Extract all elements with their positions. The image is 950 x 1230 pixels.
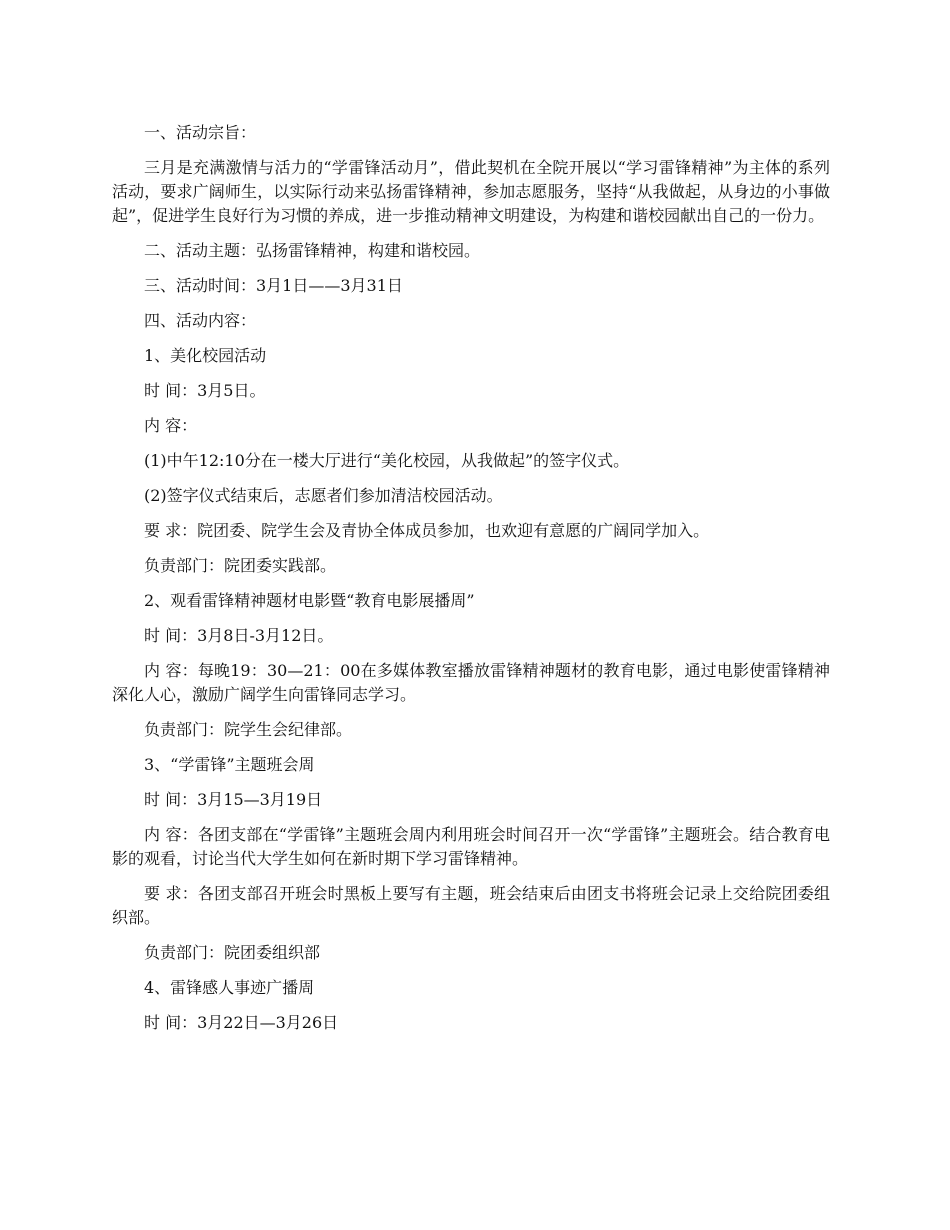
section-heading-purpose: 一、活动宗旨： (144, 123, 257, 142)
purpose-paragraph: 三月是充满激情与活力的“学雷锋活动月”，借此契机在全院开展以“学习雷锋精神”为主体的系列活动，要求广阔师生，以实际行动来弘扬雷锋精神，参加志愿服务，坚持“从我做起，从身边的小事做起”，促进学生良好行为习惯的养成，进一步推动精神文明建设，为构建和谐校园献出自己的一份力。 (112, 158, 830, 225)
activity-3-department: 负责部门：院团委组织部 (144, 943, 321, 962)
section-heading-theme: 二、活动主题：弘扬雷锋精神，构建和谐校园。 (144, 241, 481, 260)
activity-4-time: 时 间：3月22日—3月26日 (144, 1013, 339, 1032)
activity-3-requirement: 要 求：各团支部召开班会时黑板上要写有主题，班会结束后由团支书将班会记录上交给院团委组织部。 (112, 884, 830, 927)
section-heading-time: 三、活动时间：3月1日——3月31日 (144, 276, 403, 295)
document-body (112, 121, 830, 1046)
activity-1-title: 1、美化校园活动 (144, 346, 267, 365)
activity-1-requirement: 要 求：院团委、院学生会及青协全体成员参加，也欢迎有意愿的广阔同学加入。 (144, 521, 710, 540)
activity-4-title: 4、雷锋感人事迹广播周 (144, 978, 315, 997)
activity-1-item-2: (2)签字仪式结束后，志愿者们参加清洁校园活动。 (144, 486, 503, 505)
activity-1-department: 负责部门：院团委实践部。 (144, 556, 337, 575)
activity-3-content: 内 容：各团支部在“学雷锋”主题班会周内利用班会时间召开一次“学雷锋”主题班会。结合教育电影的观看，讨论当代大学生如何在新时期下学习雷锋精神。 (112, 825, 830, 868)
activity-2-content: 内 容：每晚19：30—21：00在多媒体教室播放雷锋精神题材的教育电影，通过电影使雷锋精神深化人心，激励广阔学生向雷锋同志学习。 (112, 661, 830, 704)
activity-3-title: 3、“学雷锋”主题班会周 (144, 755, 315, 774)
activity-2-department: 负责部门：院学生会纪律部。 (144, 720, 353, 739)
section-heading-content: 四、活动内容： (144, 311, 257, 330)
activity-1-item-1: (1)中午12:10分在一楼大厅进行“美化校园，从我做起”的签字仪式。 (144, 451, 630, 470)
activity-3-time: 时 间：3月15—3月19日 (144, 790, 323, 809)
activity-2-time: 时 间：3月8日-3月12日。 (144, 626, 334, 645)
activity-2-title: 2、观看雷锋精神题材电影暨“教育电影展播周” (144, 591, 475, 610)
activity-1-time: 时 间：3月5日。 (144, 381, 266, 400)
activity-1-content-label: 内 容： (144, 416, 198, 435)
